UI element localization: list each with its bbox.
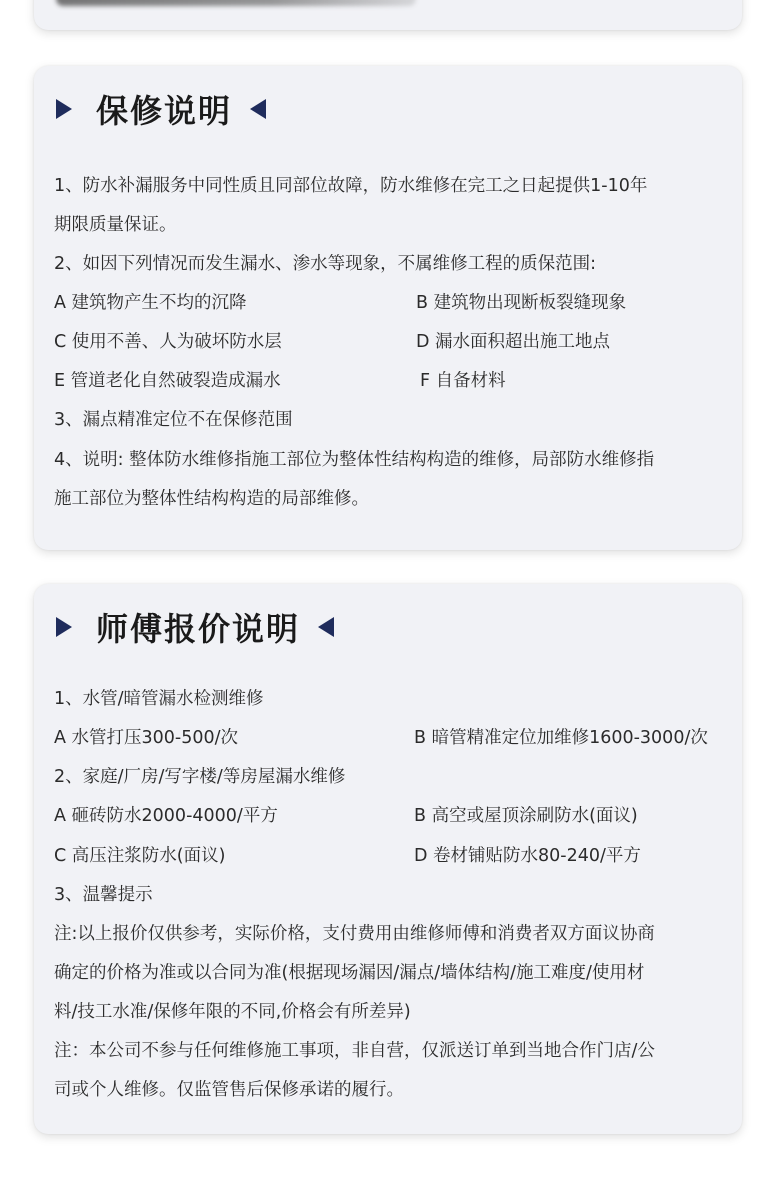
warranty-text-line: 1、防水补漏服务中同性质且同部位故障，防水维修在完工之日起提供1-10年 xyxy=(54,176,648,196)
pricing-note-line: 料/技工水准/保修年限的不同,价格会有所差异) xyxy=(54,1002,411,1022)
pricing-header xyxy=(56,606,334,648)
exclusion-item: D 漏水面积超出施工地点 xyxy=(416,332,611,352)
triangle-left-icon xyxy=(318,617,334,637)
warranty-text-line: 施工部位为整体性结构构造的局部维修。 xyxy=(54,489,369,509)
exclusion-item: B 建筑物出现断板裂缝现象 xyxy=(416,293,627,313)
blurred-text-fragment xyxy=(56,0,416,6)
pricing-note-line: 注：本公司不参与任何维修施工事项，非自营，仅派送订单到当地合作门店/公 xyxy=(54,1041,655,1061)
exclusion-item: E 管道老化自然破裂造成漏水 xyxy=(54,371,281,391)
price-item: C 高压注浆防水(面议) xyxy=(54,846,226,866)
triangle-left-icon xyxy=(250,99,266,119)
pricing-title: 师傅报价说明 xyxy=(96,610,301,648)
warranty-header xyxy=(56,88,266,130)
pricing-section-heading: 2、家庭/厂房/写字楼/等房屋漏水维修 xyxy=(54,767,346,787)
warranty-text-line: 2、如因下列情况而发生漏水、渗水等现象，不属维修工程的质保范围: xyxy=(54,254,597,274)
pricing-note-line: 注:以上报价仅供参考，实际价格，支付费用由维修师傅和消费者双方面议协商 xyxy=(54,924,655,944)
price-item: B 高空或屋顶涂刷防水(面议) xyxy=(414,806,638,826)
warranty-text-line: 4、说明: 整体防水维修指施工部位为整体性结构构造的维修，局部防水维修指 xyxy=(54,450,655,470)
price-item: A 水管打压300-500/次 xyxy=(54,728,239,748)
exclusion-item: F 自备材料 xyxy=(420,371,506,391)
exclusion-item: A 建筑物产生不均的沉降 xyxy=(54,293,247,313)
pricing-note-line: 确定的价格为准或以合同为准(根据现场漏因/漏点/墙体结构/施工难度/使用材 xyxy=(54,963,645,983)
warranty-text-line: 3、漏点精准定位不在保修范围 xyxy=(54,410,293,430)
price-item: B 暗管精准定位加维修1600-3000/次 xyxy=(414,728,708,748)
warranty-title: 保修说明 xyxy=(96,92,233,130)
pricing-note-line: 司或个人维修。仅监管售后保修承诺的履行。 xyxy=(54,1080,404,1100)
exclusion-item: C 使用不善、人为破坏防水层 xyxy=(54,332,282,352)
price-item: D 卷材铺贴防水80-240/平方 xyxy=(414,846,641,866)
triangle-right-icon xyxy=(56,99,72,119)
warranty-text-line: 期限质量保证。 xyxy=(54,215,177,235)
price-item: A 砸砖防水2000-4000/平方 xyxy=(54,806,278,826)
pricing-section-heading: 1、水管/暗管漏水检测维修 xyxy=(54,689,264,709)
previous-section-card xyxy=(34,0,742,30)
pricing-section-card xyxy=(34,584,742,1134)
warranty-section-card xyxy=(34,66,742,550)
pricing-section-heading: 3、温馨提示 xyxy=(54,885,153,905)
triangle-right-icon xyxy=(56,617,72,637)
